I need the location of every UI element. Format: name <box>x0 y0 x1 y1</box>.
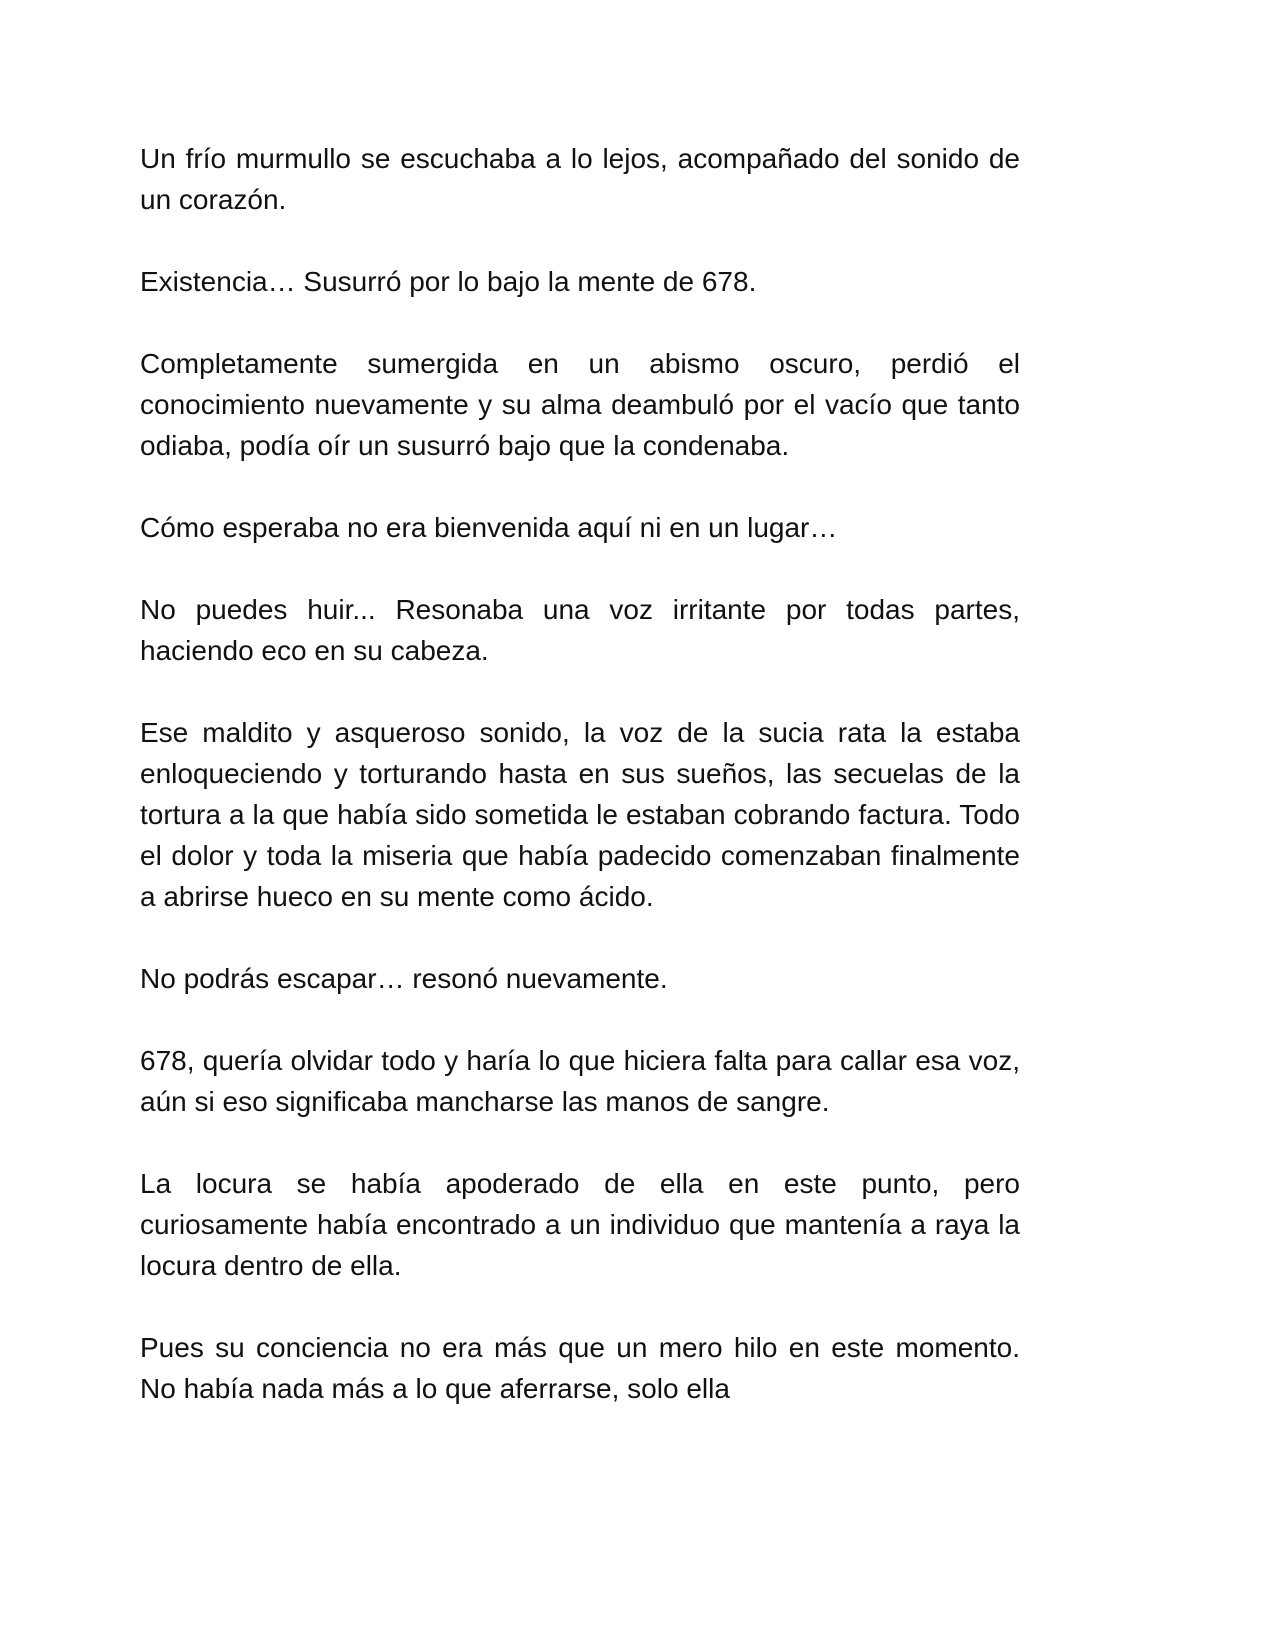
paragraph-8: 678, quería olvidar todo y haría lo que hiciera falta para callar esa voz, aún si eso significaba mancharse las manos de sangre. <box>140 1045 1020 1117</box>
paragraph-9: La locura se había apoderado de ella en este punto, pero curiosamente había encontrado a un individuo que mantenía a raya la locura dentro de ella. <box>140 1168 1020 1281</box>
paragraph-6: Ese maldito y asqueroso sonido, la voz de la sucia rata la estaba enloqueciendo y torturando hasta en sus sueños, las secuelas de la tortura a la que había sido sometida le estaban cobrando factura. Todo el dolor y toda la miseria que había padecido comenzaban finalmente a abrirse hueco en su mente como ácido. <box>140 717 1020 912</box>
paragraph-3: Completamente sumergida en un abismo oscuro, perdió el conocimiento nuevamente y su alma deambuló por el vacío que tanto odiaba, podía oír un susurró bajo que la condenaba. <box>140 348 1020 461</box>
paragraph-4: Cómo esperaba no era bienvenida aquí ni en un lugar… <box>140 512 838 543</box>
paragraph-7: No podrás escapar… resonó nuevamente. <box>140 963 668 994</box>
paragraph-5: No puedes huir... Resonaba una voz irritante por todas partes, haciendo eco en su cabeza. <box>140 594 1020 666</box>
body-text <box>140 138 1020 1409</box>
paragraph-10: Pues su conciencia no era más que un mero hilo en este momento. No había nada más a lo que aferrarse, solo ella <box>140 1332 1020 1404</box>
paragraph-1: Un frío murmullo se escuchaba a lo lejos, acompañado del sonido de un corazón. <box>140 143 1020 215</box>
paragraph-2: Existencia… Susurró por lo bajo la mente de 678. <box>140 266 757 297</box>
